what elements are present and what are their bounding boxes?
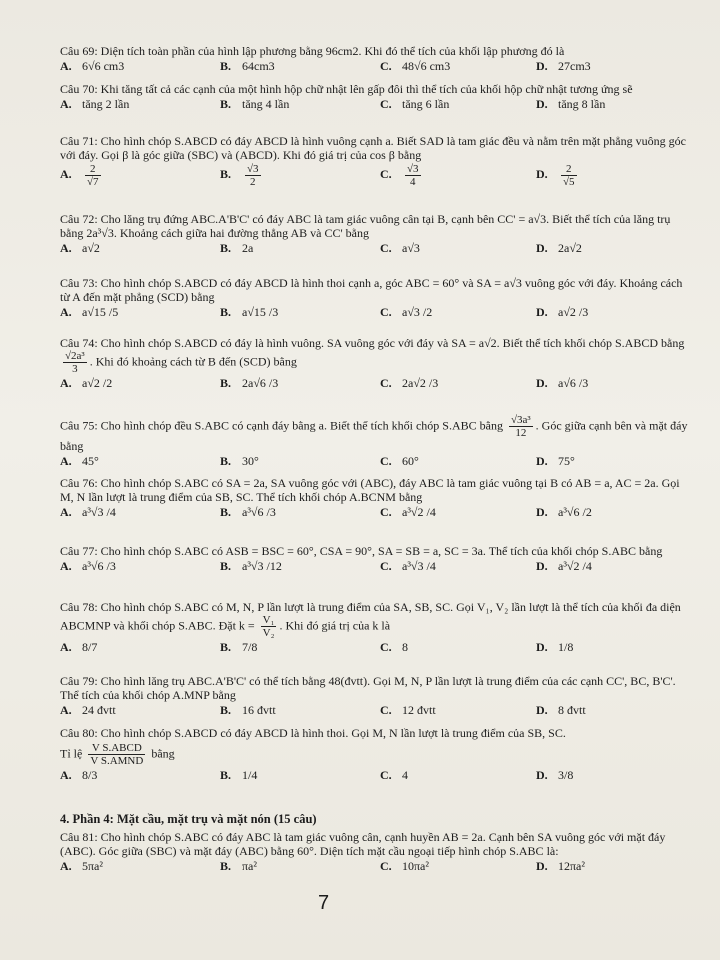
option-b[interactable]: B. a√15 /3 [220,305,279,319]
option-a[interactable]: A. $\frac{2}{√7}$ [60,163,99,188]
ratio-fraction: $\frac{\text{V S.ABCD}}{\text{V S.AMND}}$ [90,742,144,767]
question-stem: Câu 78: Cho hình chóp S.ABC có M, N, P lần lượt là trung điểm của SA, SB, SC. Gọi V₁, V₂ lần lượt là thể tích của khối đa diện ABCMNP và khối chóp S.ABC. Đặt k = $\frac{\text{V₁}}{\text{V₂}}$ . Khi đó giá trị của k là [60,600,681,639]
option-b[interactable]: B. 1/4 [220,768,258,782]
answer-options [60,376,690,394]
question-stem: Câu 74: Cho hình chóp S.ABCD có đáy là hình vuông. SA vuông góc với đáy và SA = a√2. Biết thể tích khối chóp S.ABCD bằng $\frac{\text{√2a³}}{3}$ . Khi đó khoảng cách từ B đến (SCD) bằng [60,336,685,375]
question-stem: Câu 71: Cho hình chóp S.ABCD có đáy ABCD là hình vuông cạnh a. Biết SAD là tam giác đều và nằm trên mặt phẳng vuông góc với đáy. Gọi β là góc giữa (SBC) và (ABCD). Khi đó giá trị của cos β bằng [60,134,686,162]
option-b[interactable]: B. a³√3 /12 [220,559,282,573]
option-d[interactable]: D. tăng 8 lần [536,97,606,111]
question-75 [60,414,690,472]
option-b[interactable]: B. 2a [220,241,254,255]
volume-fraction: $\frac{\text{√3a³}}{12}$ [510,414,531,439]
question-stem: Câu 81: Cho hình chóp S.ABC có đáy ABC là tam giác vuông cân, cạnh huyền AB = 2a. Cạnh bên SA vuông góc với mặt đáy (ABC). Góc giữa (SBC) và mặt đáy (ABC) bằng 60°. Diện tích mặt cầu ngoại tiếp hình chóp S.ABC là: [60,830,666,858]
option-a[interactable]: A. 8/3 [60,768,98,782]
option-b[interactable]: B. 16 đvtt [220,703,276,717]
option-d[interactable]: D. 1/8 [536,640,574,654]
option-d[interactable]: D. 27cm3 [536,59,591,73]
option-b[interactable]: B. tăng 4 lần [220,97,290,111]
option-c[interactable]: C. a√3 [380,241,420,255]
option-d[interactable]: D. a³√6 /2 [536,505,592,519]
option-c[interactable]: C. 4 [380,768,408,782]
question-70 [60,82,690,115]
option-d[interactable]: D. 8 đvtt [536,703,586,717]
option-a[interactable]: A. a³√6 /3 [60,559,116,573]
question-stem: Câu 77: Cho hình chóp S.ABC có ASB = BSC = 60°, CSA = 90°, SA = SB = a, SC = 3a. Thể tích của khối chóp S.ABC bằng [60,544,663,558]
question-79 [60,674,690,721]
option-c[interactable]: C. $\frac{√3}{4}$ [380,163,419,188]
option-d[interactable]: D. 2a√2 [536,241,582,255]
volume-fraction: $\frac{\text{√2a³}}{3}$ [65,350,85,375]
option-c[interactable]: C. a√3 /2 [380,305,433,319]
page-number: 7 [318,892,330,914]
option-b[interactable]: B. 30° [220,454,259,468]
question-69 [60,44,690,77]
question-80 [60,726,690,786]
option-d[interactable]: D. 12πa² [536,859,585,873]
question-stem: Câu 70: Khi tăng tất cả các cạnh của một hình hộp chữ nhật lên gấp đôi thì thể tích của khối hộp chữ nhật tương ứng sẽ [60,82,633,96]
option-c[interactable]: C. 10πa² [380,859,429,873]
question-stem: Câu 73: Cho hình chóp S.ABCD có đáy ABCD là hình thoi cạnh a, góc ABC = 60° và SA = a√3 vuông góc với đáy. Khoảng cách từ A đến mặt phẳng (SCD) bằng [60,276,683,304]
option-a[interactable]: A. a√2 [60,241,100,255]
option-b[interactable]: B. 2a√6 /3 [220,376,279,390]
answer-options [60,505,690,523]
question-72 [60,212,690,259]
option-d[interactable]: D. a√2 /3 [536,305,589,319]
question-76 [60,476,690,523]
option-b[interactable]: B. 64cm3 [220,59,275,73]
option-a[interactable]: A. 24 đvtt [60,703,116,717]
option-a[interactable]: A. 45° [60,454,99,468]
question-71 [60,134,690,197]
question-stem: Câu 76: Cho hình chóp S.ABC có SA = 2a, SA vuông góc với (ABC), đáy ABC là tam giác vuông tại B có AB = a, AC = 2a. Gọi M, N lần lượt là trung điểm của SB, SC. Thể tích khối chóp A.BCNM bằng [60,476,680,504]
option-d[interactable]: D. 75° [536,454,575,468]
option-a[interactable]: A. tăng 2 lần [60,97,130,111]
option-b[interactable]: B. 7/8 [220,640,258,654]
option-c[interactable]: C. 48√6 cm3 [380,59,451,73]
option-a[interactable]: A. 6√6 cm3 [60,59,125,73]
question-stem: Câu 80: Cho hình chóp S.ABCD có đáy ABCD là hình thoi. Gọi M, N lần lượt là trung điểm của SB, SC. [60,726,566,740]
question-stem: Câu 79: Cho hình lăng trụ ABC.A'B'C' có thể tích bằng 48(đvtt). Gọi M, N, P lần lượt là trung điểm của các cạnh CC', BC, B'C'. Thể tích của khối chóp A.MNP bằng [60,674,676,702]
option-b[interactable]: B. a³√6 /3 [220,505,276,519]
option-a[interactable]: A. a³√3 /4 [60,505,116,519]
option-a[interactable]: A. 5πa² [60,859,103,873]
option-d[interactable]: D. 3/8 [536,768,574,782]
question-ratio: Tỉ lệ $\frac{\text{V S.ABCD}}{\text{V S.AMND}}$ bằng [60,742,175,767]
option-d[interactable]: D. $\frac{2}{√5}$ [536,163,575,188]
question-77 [60,544,690,577]
question-stem: Câu 69: Diện tích toàn phần của hình lập phương bằng 96cm2. Khi đó thể tích của khối lập phương đó là [60,44,565,58]
option-c[interactable]: C. a³√2 /4 [380,505,436,519]
question-74 [60,336,690,394]
option-b[interactable]: B. πa² [220,859,257,873]
question-stem: Câu 72: Cho lăng trụ đứng ABC.A'B'C' có đáy ABC là tam giác vuông cân tại B, cạnh bên CC' = a√3. Biết thể tích của lăng trụ bằng 2a³√3. Khoảng cách giữa hai đường thẳng AB và CC' bằng [60,212,671,240]
answer-options [60,241,690,259]
option-c[interactable]: C. 12 đvtt [380,703,436,717]
answer-options [60,703,690,721]
question-78 [60,600,690,658]
option-c[interactable]: C. a³√3 /4 [380,559,436,573]
option-c[interactable]: C. 2a√2 /3 [380,376,439,390]
answer-options [60,454,690,472]
section-title: 4. Phần 4: Mặt cầu, mặt trụ và mặt nón (15 câu) [60,812,317,826]
question-stem: Câu 75: Cho hình chóp đều S.ABC có cạnh đáy bằng a. Biết thể tích khối chóp S.ABC bằng $\frac{\text{√3a³}}{12}$ . Góc giữa cạnh bên và mặt đáy bằng [60,414,688,453]
option-d[interactable]: D. a√6 /3 [536,376,589,390]
answer-options [60,59,690,77]
option-d[interactable]: D. a³√2 /4 [536,559,592,573]
option-c[interactable]: C. 8 [380,640,408,654]
ratio-fraction: $\frac{\text{V₁}}{\text{V₂}}$ [262,614,275,639]
answer-options [60,768,690,786]
option-c[interactable]: C. tăng 6 lần [380,97,450,111]
answer-options [60,305,690,323]
answer-options [60,640,690,658]
question-73 [60,276,690,323]
question-81 [60,830,690,877]
option-a[interactable]: A. a√15 /5 [60,305,119,319]
answer-options [60,559,690,577]
answer-options [60,97,690,115]
option-a[interactable]: A. 8/7 [60,640,98,654]
answer-options [60,859,690,877]
option-c[interactable]: C. 60° [380,454,419,468]
option-b[interactable]: B. $\frac{√3}{2}$ [220,163,259,188]
answer-options [60,163,690,197]
option-a[interactable]: A. a√2 /2 [60,376,113,390]
